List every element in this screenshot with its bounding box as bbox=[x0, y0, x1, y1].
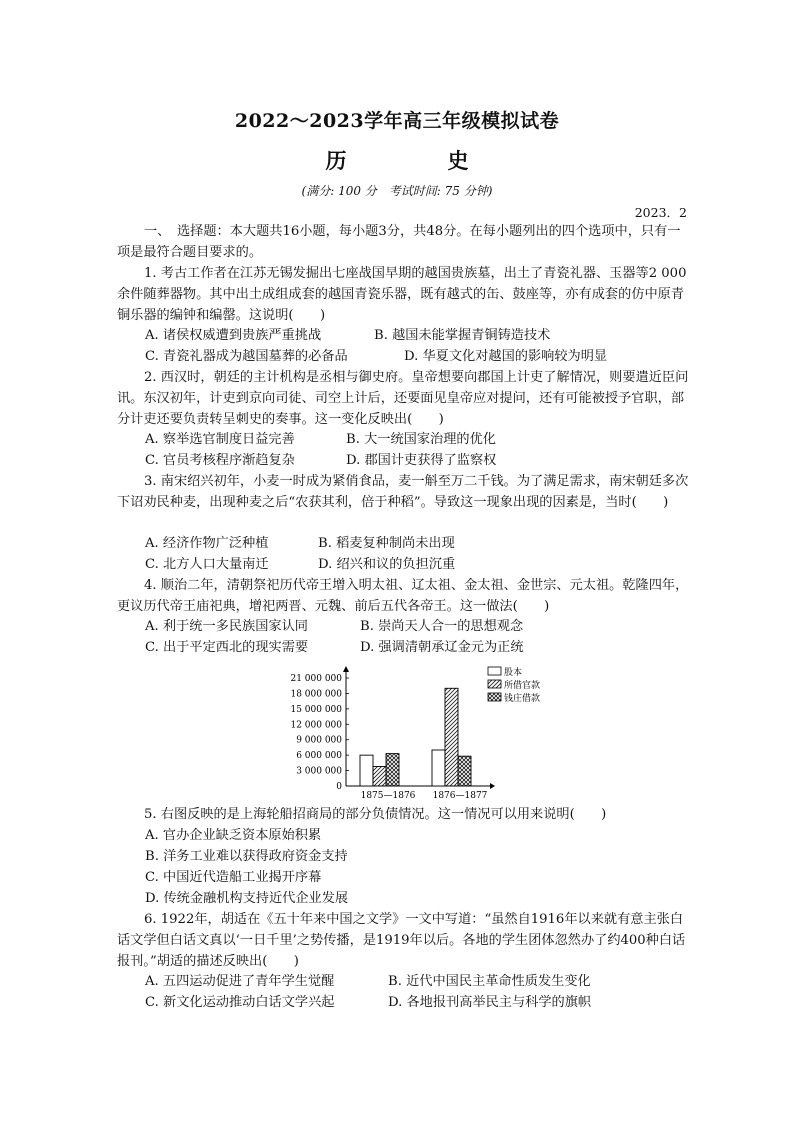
bar-1-1 bbox=[360, 755, 373, 786]
subject-title: 历 史 bbox=[325, 148, 509, 173]
bar-1-2 bbox=[432, 750, 445, 786]
question-2-stem: 2. 西汉时，朝廷的主计机构是丞相与御史府。皇帝想要向郡国上计吏了解情况，则要遣近臣问讯。东汉初年，计吏到京向司徒、司空上计后，还要面见皇帝应对提问，还有可能被授予官职，部分计吏还要负责转呈刺史的奏事。这一变化反映出( ) bbox=[117, 370, 689, 427]
legend-swatch bbox=[488, 680, 501, 688]
x-axis-arrow bbox=[490, 783, 495, 789]
y-tick-label: 9 000 000 bbox=[296, 735, 342, 746]
q1-option-c[interactable]: C. 青瓷礼器成为越国墓葬的必备品 bbox=[145, 349, 348, 364]
q2-option-d[interactable]: D. 郡国计吏获得了监察权 bbox=[346, 453, 497, 468]
q1-option-b[interactable]: B. 越国未能掌握青铜铸造技术 bbox=[374, 328, 551, 343]
y-tick-label: 6 000 000 bbox=[296, 751, 342, 762]
q4-option-a[interactable]: A. 利于统一多民族国家认同 bbox=[145, 619, 308, 634]
section-heading: 一、 选择题：本大题共16小题，每小题3分，共48分。在每小题列出的四个选项中，只有一项是最符合题目要求的。 bbox=[117, 224, 681, 260]
legend-swatch bbox=[488, 693, 501, 701]
q6-option-b[interactable]: B. 近代中国民主革命性质发生变化 bbox=[388, 974, 591, 989]
y-tick-label: 12 000 000 bbox=[290, 720, 342, 731]
q5-option-c[interactable]: C. 中国近代造船工业揭开序幕 bbox=[145, 870, 322, 885]
legend-label: 股本 bbox=[504, 668, 523, 678]
q5-option-b[interactable]: B. 洋务工业难以获得政府资金支持 bbox=[145, 849, 348, 864]
y-tick-label: 15 000 000 bbox=[290, 704, 342, 715]
q1-option-a[interactable]: A. 诸侯权威遭到贵族严重挑战 bbox=[145, 328, 322, 343]
question-4-stem: 4. 顺治二年，清朝祭祀历代帝王增入明太祖、辽太祖、金太祖、金世宗、元太祖。乾隆四年，更议历代帝王庙祀典，增祀两晋、元魏、前后五代各帝王。这一做法( ) bbox=[117, 578, 689, 614]
q6-option-a[interactable]: A. 五四运动促进了青年学生觉醒 bbox=[145, 974, 335, 989]
q4-option-b[interactable]: B. 崇尚天人合一的思想观念 bbox=[360, 619, 524, 634]
chart-svg bbox=[268, 660, 558, 802]
legend-label: 所借官款 bbox=[504, 681, 541, 691]
exam-meta: (满分: 100 分 考试时间: 75 分钟) bbox=[301, 184, 493, 198]
q1-option-d[interactable]: D. 华夏文化对越国的影响较为明显 bbox=[404, 349, 608, 364]
y-tick-label: 3 000 000 bbox=[296, 766, 342, 777]
legend-label: 钱庄借款 bbox=[504, 694, 541, 704]
category-label-1: 1875—1876 bbox=[360, 791, 416, 801]
y-axis-arrow bbox=[343, 666, 349, 672]
exam-date: 2023．2 bbox=[634, 205, 687, 220]
question-3-stem: 3. 南宋绍兴初年，小麦一时成为紧俏食品，麦一斛至万二千钱。为了满足需求，南宋朝廷多次下诏劝民种麦，出现种麦之后“农获其利，倍于种稻”。导致这一现象出现的因素是，当时( ) bbox=[117, 474, 689, 510]
bar-2-1 bbox=[373, 766, 386, 786]
y-tick-label: 0 bbox=[336, 782, 342, 792]
q4-option-d[interactable]: D. 强调清朝承辽金元为正统 bbox=[360, 640, 524, 655]
legend-swatch bbox=[488, 667, 501, 675]
q6-option-c[interactable]: C. 新文化运动推动白话文学兴起 bbox=[145, 995, 335, 1010]
question-1-stem: 1. 考古工作者在江苏无锡发掘出七座战国早期的越国贵族墓，出土了青瓷礼器、玉器等2 000余件随葬器物。其中出土成组成套的越国青瓷乐器，既有越式的缶、鼓座等，亦有成套的仿中原青铜乐器的编钟和编罄。这说明( ) bbox=[117, 266, 687, 323]
q5-option-a[interactable]: A. 官办企业缺乏资本原始积累 bbox=[145, 828, 322, 843]
q2-option-c[interactable]: C. 官员考核程序渐趋复杂 bbox=[145, 453, 295, 468]
question-6-stem: 6. 1922年，胡适在《五十年来中国之文学》一文中写道：“虽然自1916年以来就有意主张白话文学但白话文真以‘一日千里’之势传播，是1919年以后。各地的学生团体忽然办了约400种白话报刊。”胡适的描述反映出( ) bbox=[117, 912, 686, 969]
loan-bar-chart bbox=[268, 660, 558, 802]
bar-2-2 bbox=[445, 688, 458, 786]
q3-option-c[interactable]: C. 北方人口大量南迁 bbox=[145, 557, 269, 572]
q5-option-d[interactable]: D. 传统金融机构支持近代企业发展 bbox=[145, 891, 349, 906]
q3-option-d[interactable]: D. 绍兴和议的负担沉重 bbox=[318, 557, 456, 572]
q3-option-b[interactable]: B. 稻麦复种制尚未出现 bbox=[318, 536, 455, 551]
y-tick-label: 18 000 000 bbox=[290, 689, 342, 700]
exam-title: 2022～2023学年高三年级模拟试卷 bbox=[234, 110, 560, 132]
bar-3-1 bbox=[386, 754, 399, 786]
q4-option-c[interactable]: C. 出于平定西北的现实需要 bbox=[145, 640, 309, 655]
category-label-2: 1876—1877 bbox=[432, 791, 488, 801]
q6-option-d[interactable]: D. 各地报刊高举民主与科学的旗帜 bbox=[388, 995, 592, 1010]
q3-option-a[interactable]: A. 经济作物广泛种植 bbox=[145, 536, 269, 551]
question-5-stem: 5. 右图反映的是上海轮船招商局的部分负债情况。这一情况可以用来说明( ) bbox=[144, 807, 607, 822]
y-tick-label: 21 000 000 bbox=[290, 674, 342, 684]
q2-option-a[interactable]: A. 察举选官制度日益完善 bbox=[145, 432, 295, 447]
bar-3-2 bbox=[458, 756, 471, 786]
q2-option-b[interactable]: B. 大一统国家治理的优化 bbox=[346, 432, 496, 447]
